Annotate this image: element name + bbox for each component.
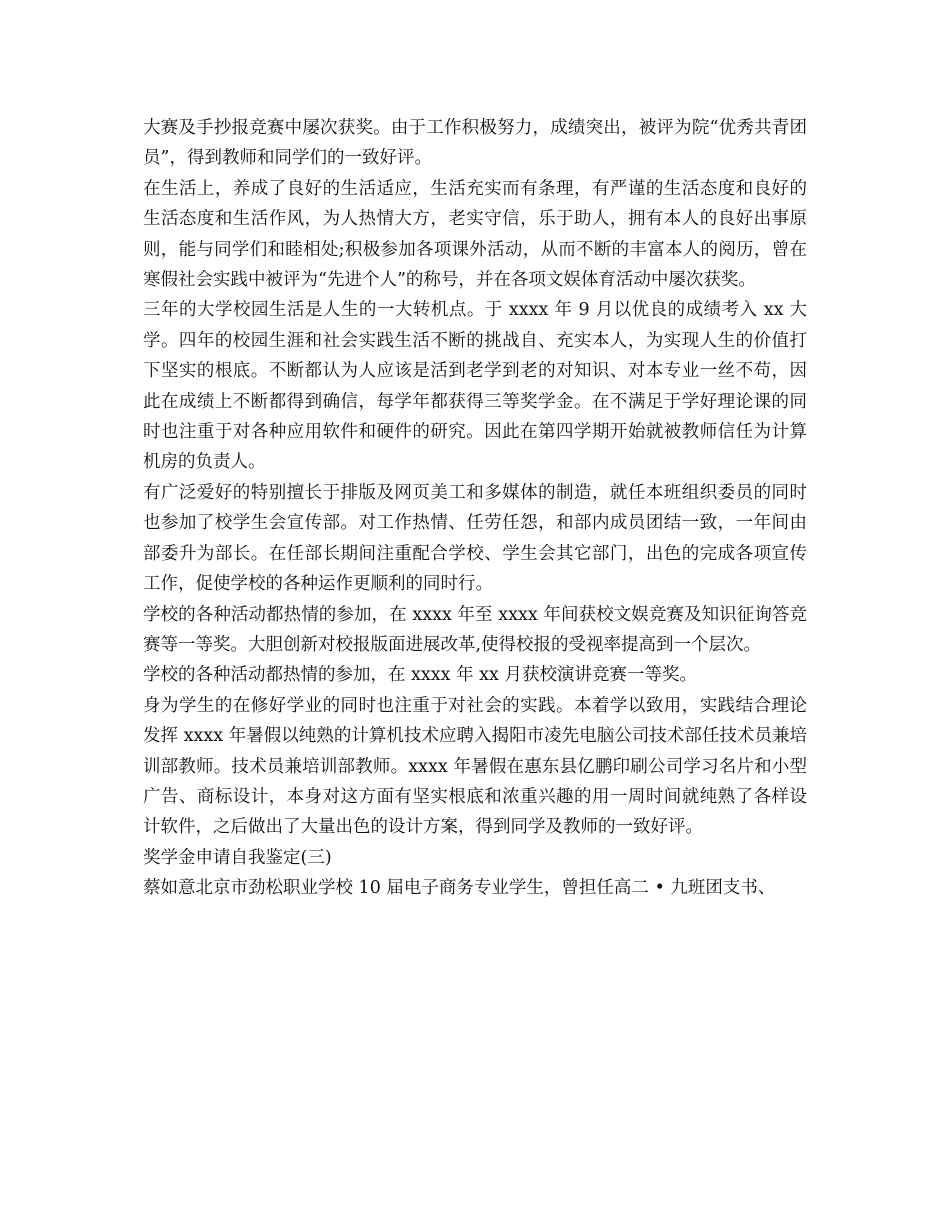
paragraph-awards-continued: 大赛及手抄报竞赛中屡次获奖。由于工作积极努力，成绩突出，被评为院“优秀共青团员”，得到教师和同学们的一致好评。 [143, 118, 807, 169]
document-page [143, 113, 807, 904]
paragraph-school-activities: 学校的各种活动都热情的参加，在 xxxx 年至 xxxx 年间获校文娱竞赛及知识征询答竞赛等一等奖。大胆创新对校报版面进展改革,使得校报的受视率提高到一个层次。 [143, 604, 807, 655]
paragraph-student-union: 有广泛爱好的特别擅长于排版及网页美工和多媒体的制造，就任本班组织委员的同时也参加了校学生会宣传部。对工作热情、任劳任怨，和部内成员团结一致，一年间由部委升为部长。在任部长期间注重配合学校、学生会其它部门，出色的完成各项宣传工作，促使学校的各种运作更顺利的同时行。 [143, 482, 807, 595]
paragraph-life-attitude: 在生活上，养成了良好的生活适应，生活充实而有条理，有严谨的生活态度和良好的生活态度和生活作风，为人热情大方，老实守信，乐于助人，拥有本人的良好出事原则，能与同学们和睦相处;积极参加各项课外活动，从而不断的丰富本人的阅历，曾在寒假社会实践中被评为“先进个人”的称号，并在各项文娱体育活动中屡次获奖。 [143, 178, 807, 291]
paragraph-student-intro: 蔡如意北京市劲松职业学校 10 届电子商务专业学生，曾担任高二 • 九班团支书、 [143, 878, 776, 899]
paragraph-university-life: 三年的大学校园生活是人生的一大转机点。于 xxxx 年 9 月以优良的成绩考入 xx 大学。四年的校园生涯和社会实践生活不断的挑战自、充实本人，为实现人生的价值打下坚实的根底。不断都认为人应该是活到老学到老的对知识、对本专业一丝不苟，因此在成绩上不断都得到确信，每学年都获得三等奖学金。在不满足于学好理论课的同时也注重于对各种应用软件和硬件的研究。因此在第四学期开始就被教师信任为计算机房的负责人。 [143, 300, 807, 473]
section-heading: 奖学金申请自我鉴定(三) [143, 847, 332, 868]
paragraph-speech-contest: 学校的各种活动都热情的参加，在 xxxx 年 xx 月获校演讲竞赛一等奖。 [143, 665, 697, 686]
paragraph-social-practice: 身为学生的在修好学业的同时也注重于对社会的实践。本着学以致用，实践结合理论发挥 xxxx 年暑假以纯熟的计算机技术应聘入揭阳市凌先电脑公司技术部任技术员兼培训部教师。技术员兼培训部教师。xxxx 年暑假在惠东县亿鹏印刷公司学习名片和小型广告、商标设计，本身对这方面有坚实根底和浓重兴趣的用一周时间就纯熟了各样设计软件，之后做出了大量出色的设计方案，得到同学及教师的一致好评。 [143, 695, 807, 838]
